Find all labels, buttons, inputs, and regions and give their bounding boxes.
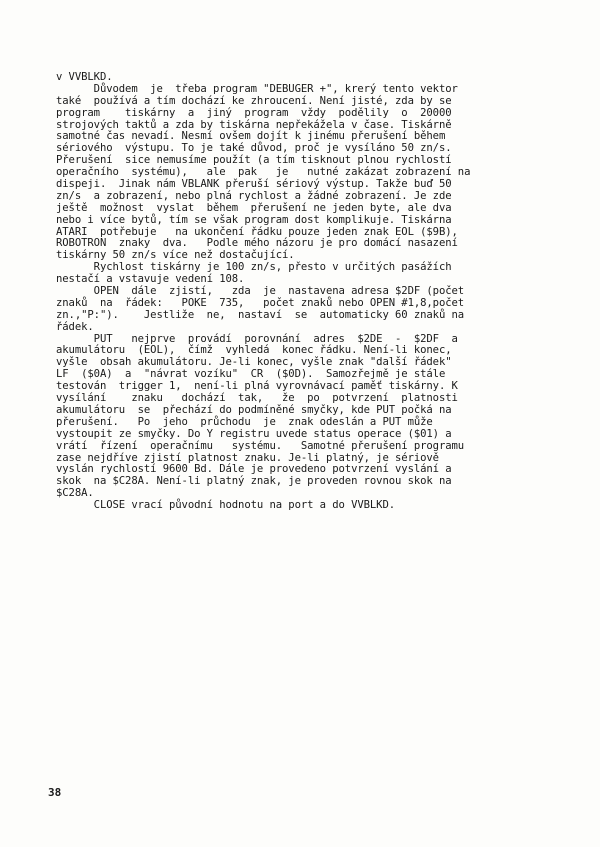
text-line: $C28A. — [56, 487, 94, 500]
text-line: také používá a tím dochází ke zhroucení. Není jisté, zda by se — [56, 94, 452, 107]
text-line: ještě možnost vyslat během přerušení ne jeden byte, ale dva — [56, 201, 452, 214]
body-text — [56, 72, 528, 512]
text-line: dispeji. Jinak nám VBLANK přeruší sériový výstup. Takže buď 50 — [56, 178, 452, 191]
text-line: zn/s a zobrazení, nebo plná rychlost a žádné zobrazení. Je zde — [56, 189, 452, 202]
text-line: akumulátoru se přechází do podmíněné smyčky, kde PUT počká na — [56, 403, 452, 416]
text-line: vrátí řízení operačnímu systému. Samotné přerušení programu — [56, 439, 465, 452]
text-line: zase nejdříve zjistí platnost znaku. Je-li platný, je sériově — [56, 451, 439, 464]
text-line: vyšle obsah akumulátoru. Je-li konec, vyšle znak "další řádek" — [56, 356, 452, 369]
text-line: v VVBLKD. — [56, 71, 113, 83]
text-line: sériového výstupu. To je také důvod, proč je vysíláno 50 zn/s. — [56, 142, 452, 155]
text-line: LF ($0A) a "návrat vozíku" CR ($0D). Samozřejmě je stále — [56, 368, 446, 381]
text-line: OPEN dále zjistí, zda je nastavena adresa $2DF (počet — [56, 285, 465, 298]
text-line: akumulátoru (EOL), čímž vyhledá konec řádku. Není-li konec, — [56, 344, 452, 357]
text-line: vysílání znaku dochází tak, že po potvrzení platnosti — [56, 392, 458, 405]
text-line: zn.,"P:"). Jestliže ne, nastaví se automaticky 60 znaků na — [56, 308, 465, 321]
text-line: strojových taktů a zda by tiskárna nepřekážela v čase. Tiskárně — [56, 118, 452, 131]
text-line: znaků na řádek: POKE 735, počet znaků nebo OPEN #1,8,počet — [56, 296, 465, 309]
text-line: ATARI potřebuje na ukončení řádku pouze jeden znak EOL ($9B), — [56, 225, 458, 238]
text-line: vystoupit ze smyčky. Do Y registru uvede status operace ($01) a — [56, 427, 452, 440]
text-line: Důvodem je třeba program "DEBUGER +", krerý tento vektor — [56, 82, 458, 95]
text-line: CLOSE vrací původní hodnotu na port a do VVBLKD. — [56, 499, 396, 512]
text-line: samotné čas nevadí. Nesmí ovšem dojít k jinému přerušení během — [56, 130, 446, 143]
text-line: skok na $C28A. Není-li platný znak, je proveden rovnou skok na — [56, 475, 452, 488]
text-line: Přerušení sice nemusíme použít (a tím tisknout plnou rychlostí — [56, 154, 452, 167]
text-line: přerušení. Po jeho průchodu je znak odeslán a PUT může — [56, 415, 433, 428]
text-line: program tiskárny a jiný program vždy podělily o 20000 — [56, 106, 452, 119]
text-line: nebo i více bytů, tím se však program dost komplikuje. Tiskárna — [56, 213, 452, 226]
text-line: operačního systému), ale pak je nutné zakázat zobrazení na — [56, 166, 471, 179]
text-line: tiskárny 50 zn/s více než dostačující. — [56, 249, 295, 262]
text-line: nestačí a vstavuje vedení 108. — [56, 273, 245, 286]
text-line: testován trigger 1, není-li plná vyrovnávací paměť tiskárny. K — [56, 380, 458, 393]
text-line: ROBOTRON znaky dva. Podle mého názoru je pro domácí nasazení — [56, 237, 458, 250]
text-line: řádek. — [56, 320, 94, 333]
page-number: 38 — [48, 786, 62, 799]
text-line: PUT nejprve provádí porovnání adres $2DE - $2DF a — [56, 332, 458, 345]
text-line: vyslán rychlostí 9600 Bd. Dále je provedeno potvrzení vyslání a — [56, 463, 452, 476]
text-line: Rychlost tiskárny je 100 zn/s, přesto v určitých pasážích — [56, 261, 452, 274]
